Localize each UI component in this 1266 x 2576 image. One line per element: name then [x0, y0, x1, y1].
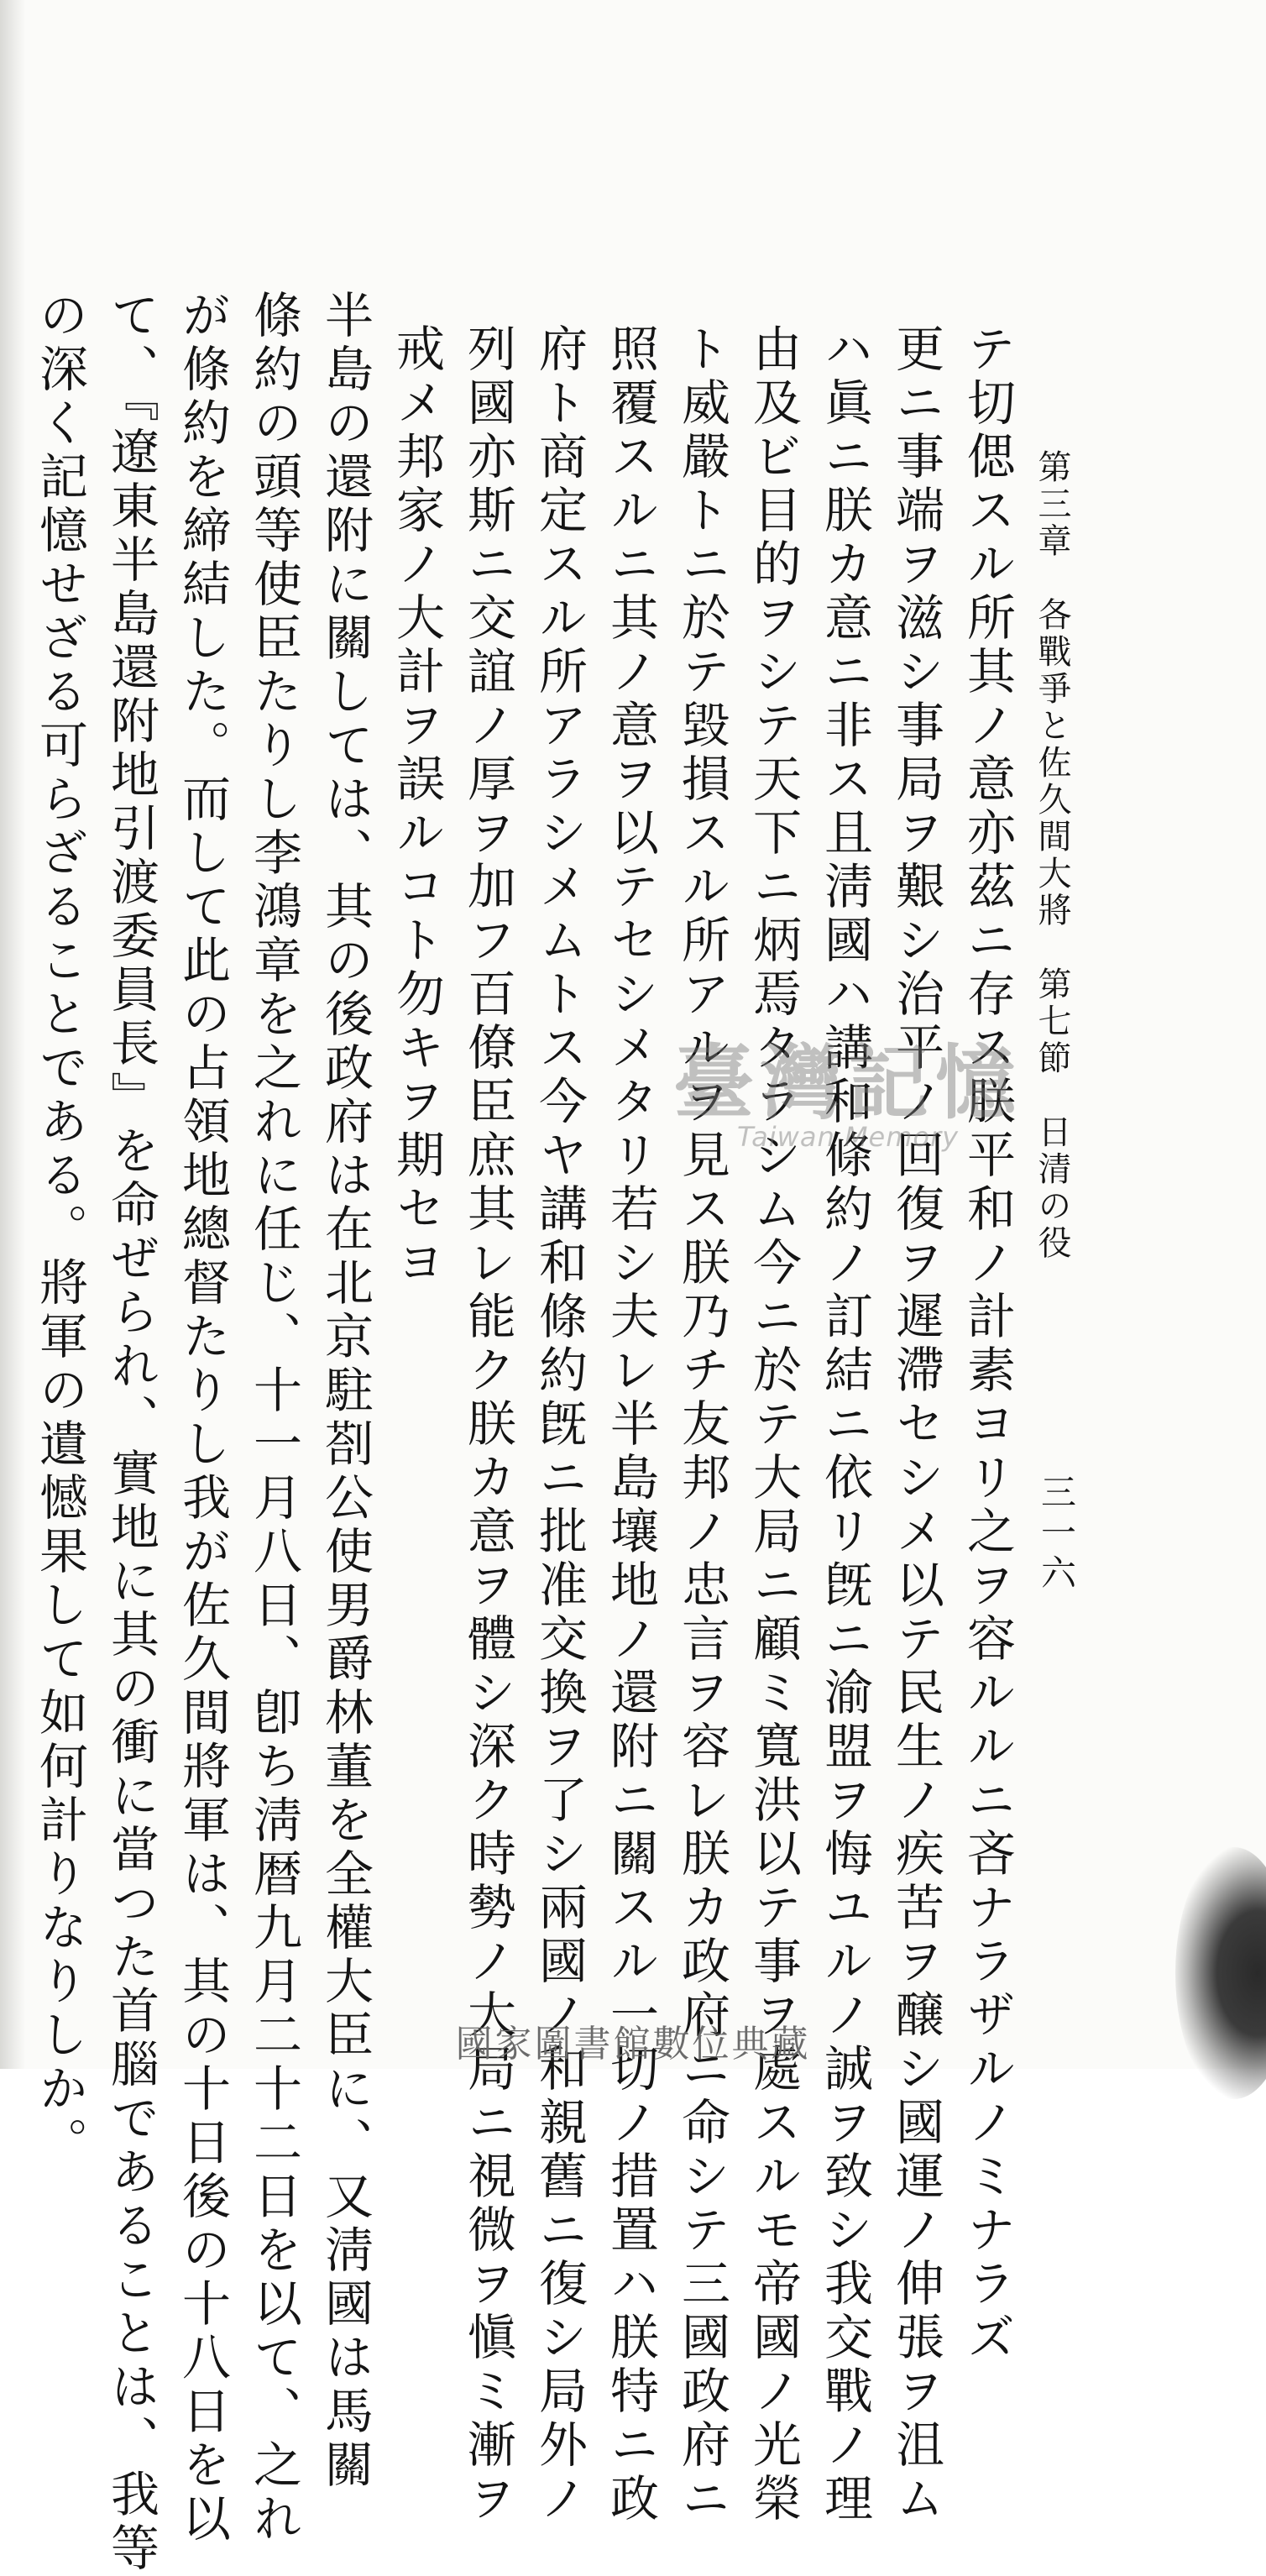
text-column-9: 戒メ邦家ノ大計ヲ誤ルコト勿キヲ期セヨ	[388, 323, 445, 1291]
text-column-13: て、『遼東半島還附地引渡委員長』を命ぜられ、實地に其の衝に當つた首腦であることは、我等	[102, 290, 160, 2576]
text-column-6: 照覆スルニ其ノ意ヲ以テセシメタリ若シ夫レ半島壤地ノ還附ニ關スル一切ノ措置ハ朕特ニ政	[602, 323, 659, 2526]
page-fold-shadow	[0, 0, 25, 2069]
text-column-10: 半島の還附に關しては、其の後政府は在北京駐剳公使男爵林董を全權大臣に、又淸國は馬關	[316, 290, 374, 2493]
text-column-3: ハ眞ニ朕カ意ニ非ス且淸國ハ講和條約ノ訂結ニ依リ旣ニ渝盟ヲ悔ユルノ誠ヲ致シ我交戰ノ理	[816, 323, 873, 2526]
footer-archive-label: 國家圖書館數位典藏	[455, 2023, 811, 2066]
running-head: 第三章 各戰爭と佐久間大將 第七節 日清の役	[1033, 449, 1071, 1262]
watermark	[630, 1037, 1066, 1153]
text-column-11: 條約の頭等使臣たりし李鴻章を之れに任じ、十一月八日、卽ち淸暦九月二十二日を以て、之れ	[245, 290, 302, 2547]
page-number: 三一六	[1036, 1474, 1077, 1594]
text-column-12: が條約を締結した。而して此の占領地總督たりし我が佐久間將軍は、其の十日後の十八日を以	[174, 290, 231, 2547]
watermark-cjk: 臺灣記憶	[673, 1035, 1023, 1130]
watermark-en: Taiwan Memory	[736, 1121, 960, 1153]
text-column-4: 由及ビ目的ヲシテ天下ニ炳焉タラシム今ニ於テ大局ニ顧ミ寬洪以テ事ヲ處スルモ帝國ノ光榮	[745, 323, 802, 2526]
text-column-5: ト威嚴トニ於テ毀損スル所アルヲ見ス朕乃チ友邦ノ忠言ヲ容レ朕カ政府ニ命シテ三國政府ニ	[673, 323, 730, 2526]
text-column-2: 更ニ事端ヲ滋シ事局ヲ艱シ治平ノ回復ヲ遲滯セシメ以テ民生ノ疾苦ヲ醸シ國運ノ伸張ヲ沮ム	[887, 323, 944, 2526]
text-column-14: の深く記憶せざる可らざることである。將軍の遺憾果して如何計りなりしか。	[31, 290, 88, 2170]
text-column-7: 府ト商定スル所アラシメムトス今ヤ講和條約旣ニ批准交換ヲ了シ兩國ノ和親舊ニ復シ局外ノ	[531, 323, 588, 2526]
text-column-8: 列國亦斯ニ交誼ノ厚ヲ加フ百僚臣庶其レ能ク朕カ意ヲ體シ深ク時勢ノ大局ニ視微ヲ愼ミ漸ヲ	[459, 323, 516, 2526]
text-column-1: テ切偲スル所其ノ意亦茲ニ存ス朕平和ノ計素ヨリ之ヲ容ルルニ吝ナラザルノミナラズ	[959, 323, 1016, 2365]
